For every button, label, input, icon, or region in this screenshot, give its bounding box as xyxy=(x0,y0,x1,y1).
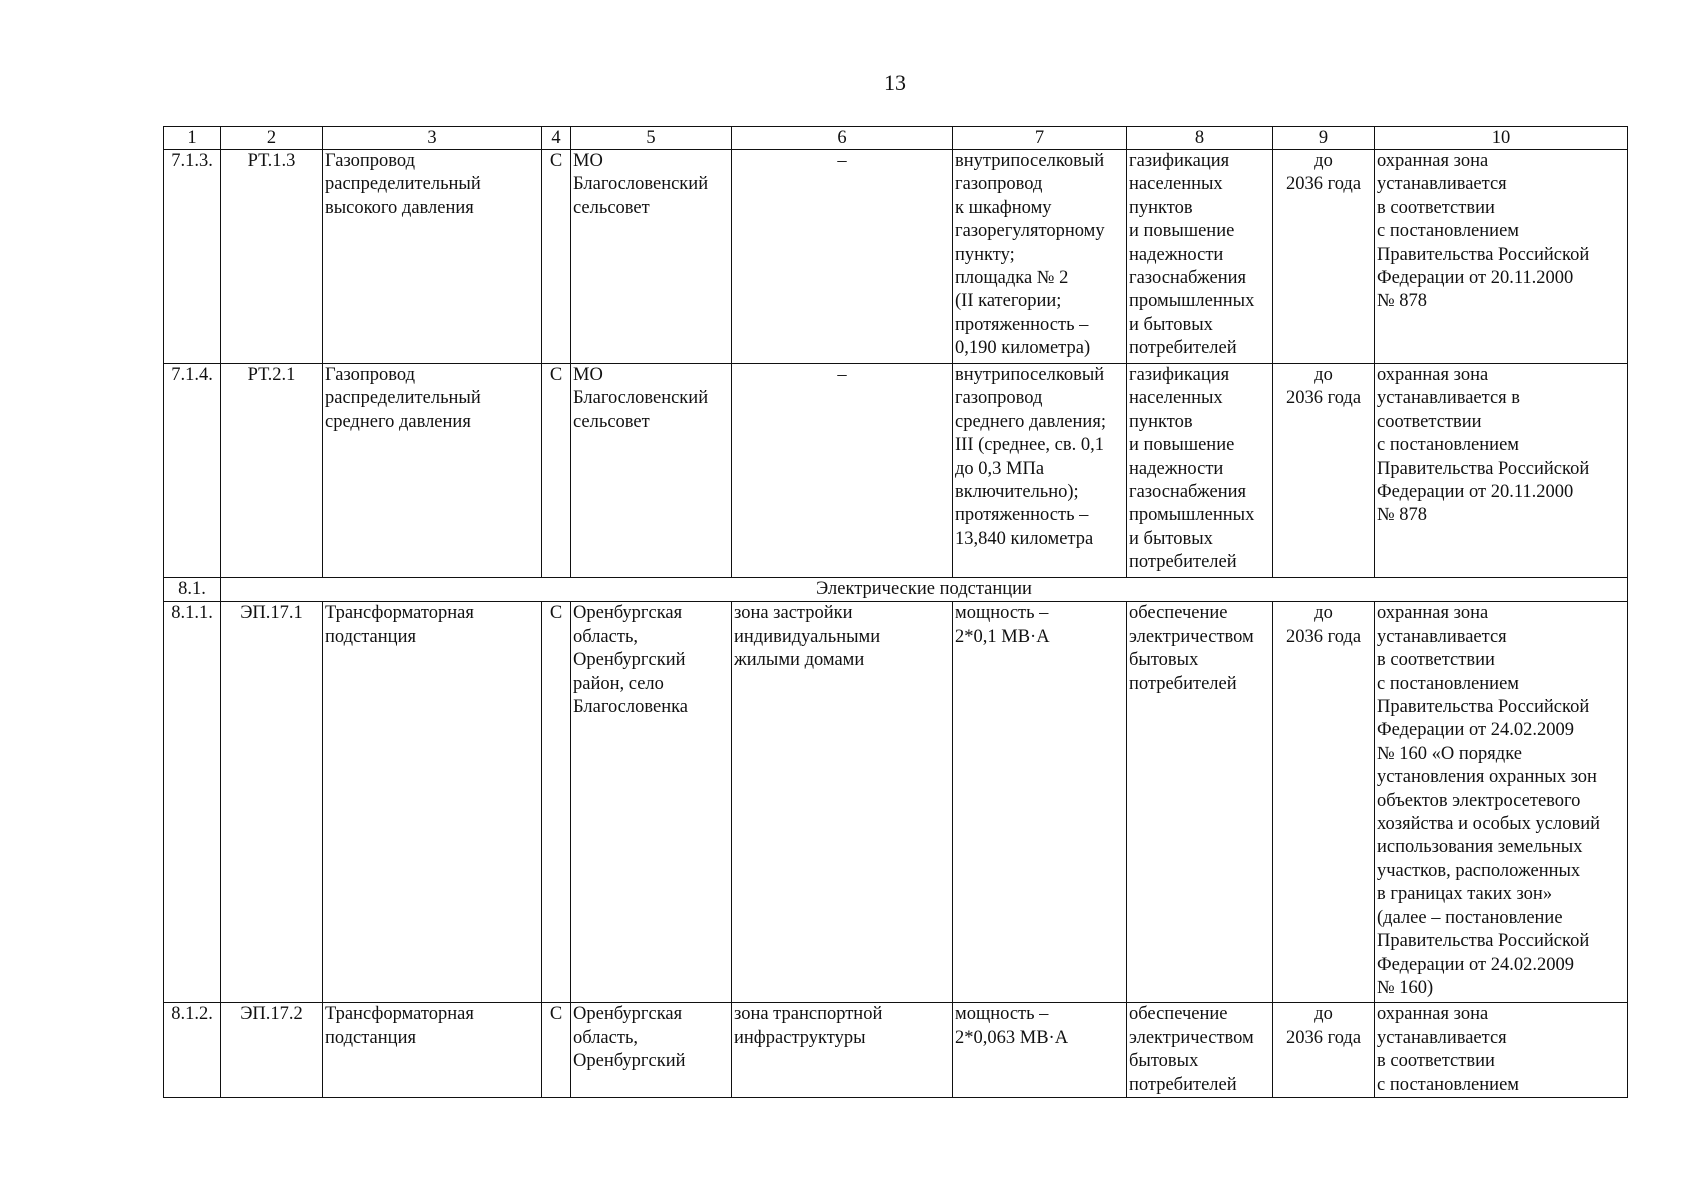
object-characteristics: мощность – 2*0,063 МВ·А xyxy=(953,1003,1127,1098)
row-number: 8.1.2. xyxy=(164,1003,221,1098)
column-number: 2 xyxy=(221,127,323,150)
object-name: Трансформаторная подстанция xyxy=(323,602,542,1003)
row-number: 7.1.4. xyxy=(164,364,221,578)
row-number: 7.1.3. xyxy=(164,150,221,364)
zone-restrictions: охранная зона устанавливается в соответствии с постановлением Правительства Российской Федерации от 20.11.2000 № 878 xyxy=(1375,150,1628,364)
column-number: 8 xyxy=(1127,127,1273,150)
column-number-row xyxy=(164,127,1628,150)
object-name: Трансформаторная подстанция xyxy=(323,1003,542,1098)
object-name: Газопровод распределительный среднего давления xyxy=(323,364,542,578)
column-number: 6 xyxy=(732,127,953,150)
object-purpose: обеспечение электричеством бытовых потребителей xyxy=(1127,1003,1273,1098)
object-location: Оренбургская область, Оренбургский район, село Благословенка xyxy=(571,602,732,1003)
zone-restrictions: охранная зона устанавливается в соответствии с постановлением xyxy=(1375,1003,1628,1098)
zone-restrictions: охранная зона устанавливается в соответствии с постановлением Правительства Российской Федерации от 20.11.2000 № 878 xyxy=(1375,364,1628,578)
object-location: Оренбургская область, Оренбургский xyxy=(571,1003,732,1098)
implementation-term: до 2036 года xyxy=(1273,1003,1375,1098)
functional-zone: зона транспортной инфраструктуры xyxy=(732,1003,953,1098)
functional-zone: – xyxy=(732,150,953,364)
object-location: МО Благословенский сельсовет xyxy=(571,364,732,578)
object-code: ЭП.17.2 xyxy=(221,1003,323,1098)
object-characteristics: мощность – 2*0,1 МВ·А xyxy=(953,602,1127,1003)
object-purpose: газификация населенных пунктов и повышение надежности газоснабжения промышленных и бытовых потребителей xyxy=(1127,150,1273,364)
object-name: Газопровод распределительный высокого давления xyxy=(323,150,542,364)
objects-table xyxy=(163,126,1628,1098)
section-number: 8.1. xyxy=(164,578,221,602)
implementation-term: до 2036 года xyxy=(1273,150,1375,364)
column-number: 10 xyxy=(1375,127,1628,150)
column-number: 5 xyxy=(571,127,732,150)
object-status: С xyxy=(542,602,571,1003)
table-row xyxy=(164,1003,1628,1098)
column-number: 9 xyxy=(1273,127,1375,150)
object-status: С xyxy=(542,1003,571,1098)
functional-zone: зона застройки индивидуальными жилыми домами xyxy=(732,602,953,1003)
object-purpose: обеспечение электричеством бытовых потребителей xyxy=(1127,602,1273,1003)
object-code: ЭП.17.1 xyxy=(221,602,323,1003)
functional-zone: – xyxy=(732,364,953,578)
object-status: С xyxy=(542,364,571,578)
column-number: 7 xyxy=(953,127,1127,150)
object-status: С xyxy=(542,150,571,364)
zone-restrictions: охранная зона устанавливается в соответствии с постановлением Правительства Российской Федерации от 24.02.2009 № 160 «О порядке установления охранных зон объектов электросетевого хозяйства и особых условий использования земельных участков, расположенных в границах таких зон» (далее – постановление Правительства Российской Федерации от 24.02.2009 № 160) xyxy=(1375,602,1628,1003)
table-row xyxy=(164,602,1628,1003)
object-purpose: газификация населенных пунктов и повышение надежности газоснабжения промышленных и бытовых потребителей xyxy=(1127,364,1273,578)
column-number: 1 xyxy=(164,127,221,150)
object-characteristics: внутрипоселковый газопровод среднего давления; III (среднее, св. 0,1 до 0,3 МПа включительно); протяженность – 13,840 километра xyxy=(953,364,1127,578)
row-number: 8.1.1. xyxy=(164,602,221,1003)
object-characteristics: внутрипоселковый газопровод к шкафному газорегуляторному пункту; площадка № 2 (II категории; протяженность – 0,190 километра) xyxy=(953,150,1127,364)
object-code: РТ.1.3 xyxy=(221,150,323,364)
implementation-term: до 2036 года xyxy=(1273,364,1375,578)
table-row xyxy=(164,150,1628,364)
object-location: МО Благословенский сельсовет xyxy=(571,150,732,364)
section-row xyxy=(164,578,1628,602)
column-number: 4 xyxy=(542,127,571,150)
object-code: РТ.2.1 xyxy=(221,364,323,578)
implementation-term: до 2036 года xyxy=(1273,602,1375,1003)
column-number: 3 xyxy=(323,127,542,150)
section-title: Электрические подстанции xyxy=(221,578,1628,602)
page-number: 13 xyxy=(884,70,906,95)
table-row xyxy=(164,364,1628,578)
